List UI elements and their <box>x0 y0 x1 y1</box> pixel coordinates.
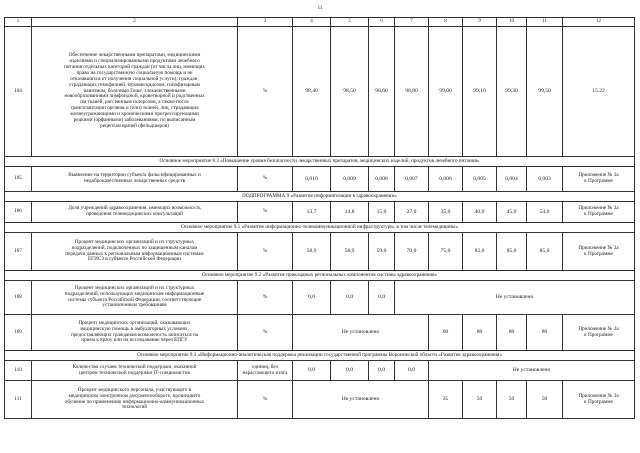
table-row <box>5 381 635 419</box>
value-cell: 13,7 <box>293 202 331 223</box>
row-number: 106 <box>5 202 32 223</box>
value-cell: 15,0 <box>369 202 395 223</box>
table-row <box>5 361 635 381</box>
value-cell: 85,0 <box>497 233 527 271</box>
value-cell: 0,0 <box>395 361 429 381</box>
note-cell: Приложение № 3а к Программе <box>563 381 635 419</box>
value-cell: 0,0 <box>331 281 369 315</box>
value-cell: 50 <box>463 381 497 419</box>
value-cell: 99,30 <box>497 27 527 157</box>
value-cell: 98,80 <box>395 27 429 157</box>
table-row <box>5 233 635 271</box>
unit-cell: % <box>238 167 293 192</box>
header-row <box>5 18 635 27</box>
header-cell: 8 <box>429 18 463 27</box>
unit-cell: % <box>238 281 293 315</box>
indicator-description: Количество случаев технической поддержки, оказанной центром технической поддержки IT-специалистов <box>32 361 238 381</box>
not-set-cell: Не установлено <box>429 361 635 381</box>
not-set-cell: Не установлено <box>395 281 635 315</box>
value-cell: 0,003 <box>527 167 563 192</box>
note-cell: 15.22 <box>563 27 635 157</box>
row-number: 110 <box>5 361 32 381</box>
section-title: Основное мероприятие 9.1 «Развитие информационно-телекоммуникационной инфраструктуры, в том числе телемедицины» <box>5 223 635 233</box>
header-cell: 4 <box>293 18 331 27</box>
row-number: 111 <box>5 381 32 419</box>
value-cell: 0,008 <box>369 167 395 192</box>
not-set-cell: Не установлено <box>293 315 429 351</box>
indicator-description: Доля учреждений здравоохранения, имеющих возможность проведения телемедицинских консультаций <box>32 202 238 223</box>
header-cell: 6 <box>369 18 395 27</box>
value-cell: 59,0 <box>369 233 395 271</box>
indicator-description: Процент медицинских организаций и их структурных подразделений, подключенных по защищенным каналам передачи данных к региональным информационным системам ЕГИСЗ в субъекте Российской Федерации <box>32 233 238 271</box>
section-title: Основное мероприятие 8.3 «Повышение уровня безопасности лекарственных препаратов, медицинских изделий, продуктов лечебного питания» <box>5 157 635 167</box>
page-number: 11 <box>317 6 323 11</box>
header-cell: 2 <box>32 18 238 27</box>
value-cell: 35,0 <box>429 202 463 223</box>
section-title: Основное мероприятие 9.3 «Информационно-аналитическая поддержка реализации государственной программы Воронежской области «Развитие здравоохранения» <box>5 351 635 361</box>
note-cell: Приложение № 3а к Программе <box>563 167 635 192</box>
value-cell: 80 <box>463 315 497 351</box>
value-cell: 0,009 <box>331 167 369 192</box>
unit-cell: % <box>238 233 293 271</box>
value-cell: 50 <box>527 381 563 419</box>
table-row <box>5 202 635 223</box>
note-cell: Приложение № 3а к Программе <box>563 233 635 271</box>
indicators-table <box>4 17 635 419</box>
value-cell: 98,60 <box>369 27 395 157</box>
value-cell: 0,0 <box>369 281 395 315</box>
unit-cell: % <box>238 315 293 351</box>
section-row <box>5 192 635 202</box>
value-cell: 0,004 <box>497 167 527 192</box>
indicator-description: Процент медицинского персонала, участвующего в медицинском электронном документообороте, прошедшего обучение по применению информационно-коммуникационных технологий <box>32 381 238 419</box>
value-cell: 75,0 <box>429 233 463 271</box>
row-number: 109 <box>5 315 32 351</box>
value-cell: 82,0 <box>463 233 497 271</box>
value-cell: 58,9 <box>293 233 331 271</box>
header-cell: 11 <box>527 18 563 27</box>
not-set-cell: Не установлено <box>293 381 429 419</box>
value-cell: 70,0 <box>395 233 429 271</box>
value-cell: 99,10 <box>463 27 497 157</box>
note-cell: Приложение № 3а к Программе <box>563 315 635 351</box>
section-row <box>5 157 635 167</box>
value-cell: 98,40 <box>293 27 331 157</box>
value-cell: 45,0 <box>497 202 527 223</box>
value-cell: 60 <box>429 315 463 351</box>
value-cell: 0,0 <box>293 281 331 315</box>
value-cell: 0,0 <box>369 361 395 381</box>
indicator-description: Процент медицинских организаций и их структурных подразделений, использующих медицинские информационные системы субъекта Российской Федерации, соответствующие установленным требованиям <box>32 281 238 315</box>
value-cell: 50 <box>497 381 527 419</box>
value-cell: 58,9 <box>331 233 369 271</box>
section-title: Основное мероприятие 9.2 «Развитие прикладных региональных компонентов системы здравоохранения» <box>5 271 635 281</box>
row-number: 105 <box>5 167 32 192</box>
row-number: 107 <box>5 233 32 271</box>
unit-cell: % <box>238 27 293 157</box>
value-cell: 0,010 <box>293 167 331 192</box>
value-cell: 99,50 <box>527 27 563 157</box>
value-cell: 98,50 <box>331 27 369 157</box>
unit-cell: % <box>238 202 293 223</box>
row-number: 108 <box>5 281 32 315</box>
header-cell: 10 <box>497 18 527 27</box>
header-cell: 5 <box>331 18 369 27</box>
section-row <box>5 271 635 281</box>
value-cell: 99,00 <box>429 27 463 157</box>
value-cell: 0,007 <box>395 167 429 192</box>
table-row <box>5 167 635 192</box>
header-cell: 12 <box>563 18 635 27</box>
note-cell: Приложение № 3а к Программе <box>563 202 635 223</box>
value-cell: 0,005 <box>463 167 497 192</box>
table-row <box>5 315 635 351</box>
header-cell: 1 <box>5 18 32 27</box>
table-row <box>5 27 635 157</box>
value-cell: 14,8 <box>331 202 369 223</box>
header-cell: 7 <box>395 18 429 27</box>
section-row <box>5 223 635 233</box>
value-cell: 27,0 <box>395 202 429 223</box>
row-number: 104 <box>5 27 32 157</box>
value-cell: 0,0 <box>293 361 331 381</box>
header-cell: 9 <box>463 18 497 27</box>
value-cell: 80 <box>527 315 563 351</box>
indicator-description: Выявление на территории субъекта фальсифицированных и недоброкачественных лекарственных средств <box>32 167 238 192</box>
section-row <box>5 351 635 361</box>
unit-cell: единиц, без нарастающего итога <box>238 361 293 381</box>
section-title: ПОДПРОГРАММА 9 «Развитие информатизации в здравоохранении» <box>5 192 635 202</box>
value-cell: 85,0 <box>527 233 563 271</box>
value-cell: 80 <box>497 315 527 351</box>
header-cell: 3 <box>238 18 293 27</box>
unit-cell: % <box>238 381 293 419</box>
value-cell: 0,0 <box>331 361 369 381</box>
value-cell: 0,006 <box>429 167 463 192</box>
indicator-description: Процент медицинских организаций, оказывающих медицинскую помощь в амбулаторных условиях, предоставляющих гражданам возможность записаться на прием к врачу или на исследование через ЕПГУ <box>32 315 238 351</box>
value-cell: 54,0 <box>527 202 563 223</box>
value-cell: 40,0 <box>463 202 497 223</box>
indicator-description: Обеспечение лекарственными препаратами, медицинскими изделиями и специализированными продуктами лечебного питания отдельных категорий граждан (от числа лиц, имеющих право на государственную социальную помощь и не отказавшихся от получения социальной услуги); граждан, страдающих гемофилией, муковисцидозом, гипофизарным нанизмом, болезнью Гоше, злокачественными новообразованиями лимфоидной, кроветворной и родственных им тканей, рассеянным склерозом, а также после трансплантации органов и (или) тканей, лиц, страдающих жизнеугрожающими и хроническими прогрессирующими редкими (орфанными) заболеваниями, по выписанным рецептам врачей (фельдшеров) <box>32 27 238 157</box>
value-cell: 35 <box>429 381 463 419</box>
table-row <box>5 281 635 315</box>
